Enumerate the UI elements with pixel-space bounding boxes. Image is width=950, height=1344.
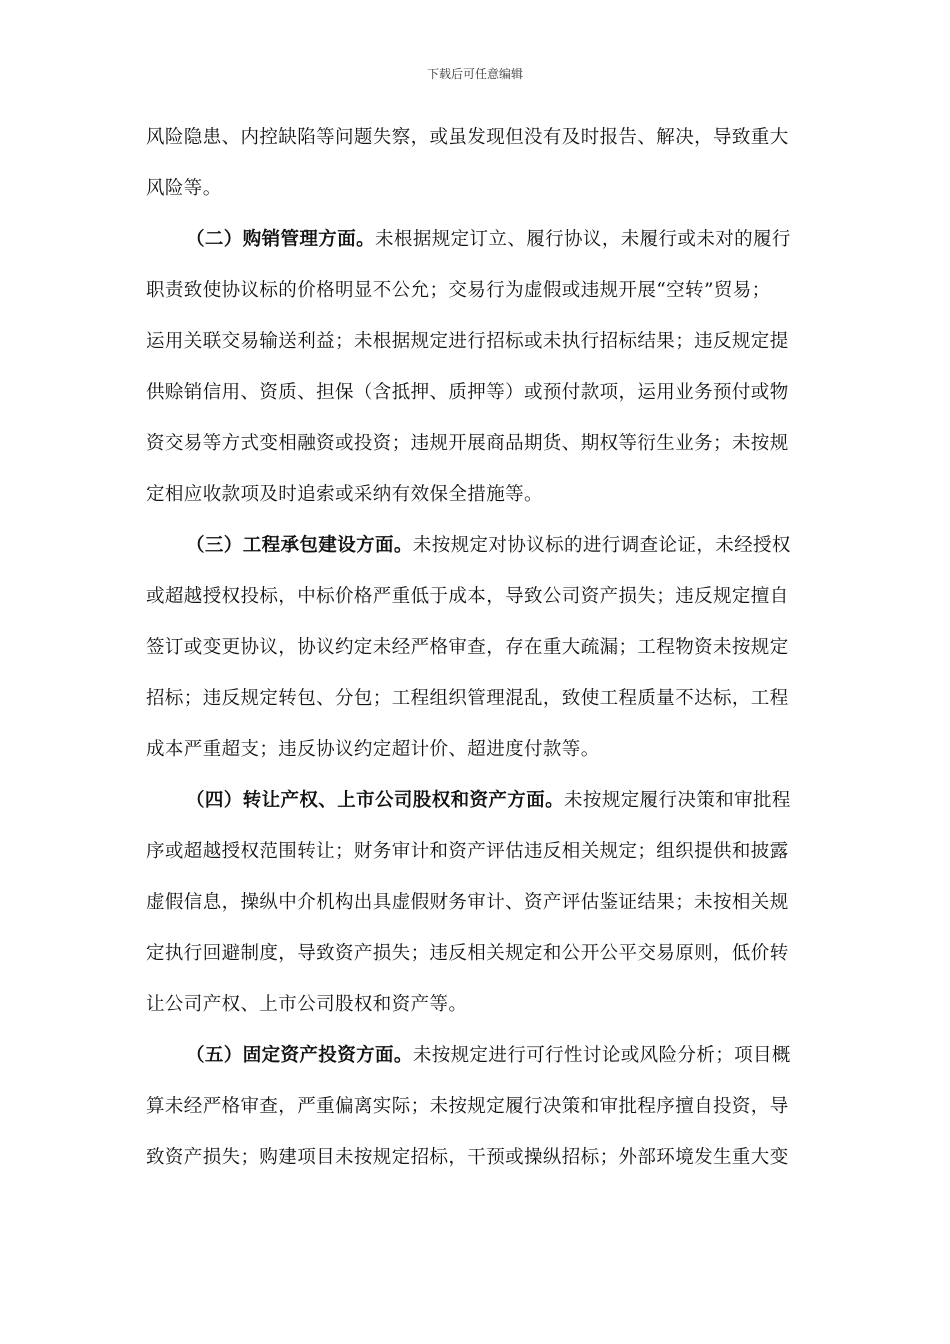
- line-text: 风险隐患、内控缺陷等问题失察，或虽发现但没有及时报告、解决，导致重大: [146, 127, 789, 148]
- paragraph-engineering: [146, 520, 806, 775]
- line-text: 算未经严格审查，严重偏离实际；未按规定履行决策和审批程序擅自投资，导: [146, 1096, 789, 1117]
- line-text: 定相应收款项及时追索或采纳有效保全措施等。: [146, 484, 543, 505]
- text-line: [146, 469, 806, 520]
- line-text: 虚假信息，操纵中介机构出具虚假财务审计、资产评估鉴证结果；未按相关规: [146, 892, 789, 913]
- line-text: 未按规定对协议标的进行调查论证，未经授权: [412, 535, 791, 556]
- text-line: [146, 775, 806, 826]
- paragraph-risk-continuation: [146, 112, 806, 214]
- line-text: 未按规定履行决策和审批程: [564, 790, 791, 811]
- section-heading: （四）转让产权、上市公司股权和资产方面。: [186, 790, 565, 811]
- text-line: [146, 1132, 806, 1183]
- text-line: [146, 622, 806, 673]
- line-text: 未按规定进行可行性讨论或风险分析；项目概: [412, 1045, 791, 1066]
- text-line: [146, 265, 806, 316]
- text-line: [146, 571, 806, 622]
- text-line: [146, 1081, 806, 1132]
- line-text: 签订或变更协议，协议约定未经严格审查，存在重大疏漏；工程物资未按规定: [146, 637, 789, 658]
- text-line: [146, 826, 806, 877]
- line-text: 未根据规定订立、履行协议，未履行或未对的履行: [375, 229, 791, 250]
- line-text: 致资产损失；购建项目未按规定招标，干预或操纵招标；外部环境发生重大变: [146, 1147, 789, 1168]
- section-heading: （五）固定资产投资方面。: [186, 1045, 413, 1066]
- text-line: [146, 1030, 806, 1081]
- text-line: [146, 418, 806, 469]
- document-body: [146, 112, 806, 1183]
- line-text: 职责致使协议标的价格明显不公允；交易行为虚假或违规开展“空转”贸易；: [146, 280, 771, 301]
- paragraph-purchase-sales: [146, 214, 806, 520]
- line-text: 供赊销信用、资质、担保（含抵押、质押等）或预付款项，运用业务预付或物: [146, 382, 789, 403]
- line-text: 风险等。: [146, 178, 222, 199]
- text-line: [146, 367, 806, 418]
- line-text: 招标；违反规定转包、分包；工程组织管理混乱，致使工程质量不达标，工程: [146, 688, 789, 709]
- line-text: 定执行回避制度，导致资产损失；违反相关规定和公开公平交易原则，低价转: [146, 943, 789, 964]
- line-text: 成本严重超支；违反协议约定超计价、超进度付款等。: [146, 739, 600, 760]
- text-line: [146, 724, 806, 775]
- line-text: 资交易等方式变相融资或投资；违规开展商品期货、期权等衍生业务；未按规: [146, 433, 789, 454]
- line-text: 序或超越授权范围转让；财务审计和资产评估违反相关规定；组织提供和披露: [146, 841, 789, 862]
- section-heading: （三）工程承包建设方面。: [186, 535, 413, 556]
- text-line: [146, 163, 806, 214]
- text-line: [146, 877, 806, 928]
- section-heading: （二）购销管理方面。: [186, 229, 376, 250]
- line-text: 或超越授权投标，中标价格严重低于成本，导致公司资产损失；违反规定擅自: [146, 586, 789, 607]
- text-line: [146, 112, 806, 163]
- page-header: 下载后可任意编辑: [426, 67, 523, 81]
- text-line: [146, 520, 806, 571]
- line-text: 运用关联交易输送利益；未根据规定进行招标或未执行招标结果；违反规定提: [146, 331, 789, 352]
- paragraph-fixed-assets: [146, 1030, 806, 1183]
- paragraph-transfer-equity: [146, 775, 806, 1030]
- text-line: [146, 316, 806, 367]
- line-text: 让公司产权、上市公司股权和资产等。: [146, 994, 468, 1015]
- text-line: [146, 979, 806, 1030]
- text-line: [146, 928, 806, 979]
- text-line: [146, 214, 806, 265]
- text-line: [146, 673, 806, 724]
